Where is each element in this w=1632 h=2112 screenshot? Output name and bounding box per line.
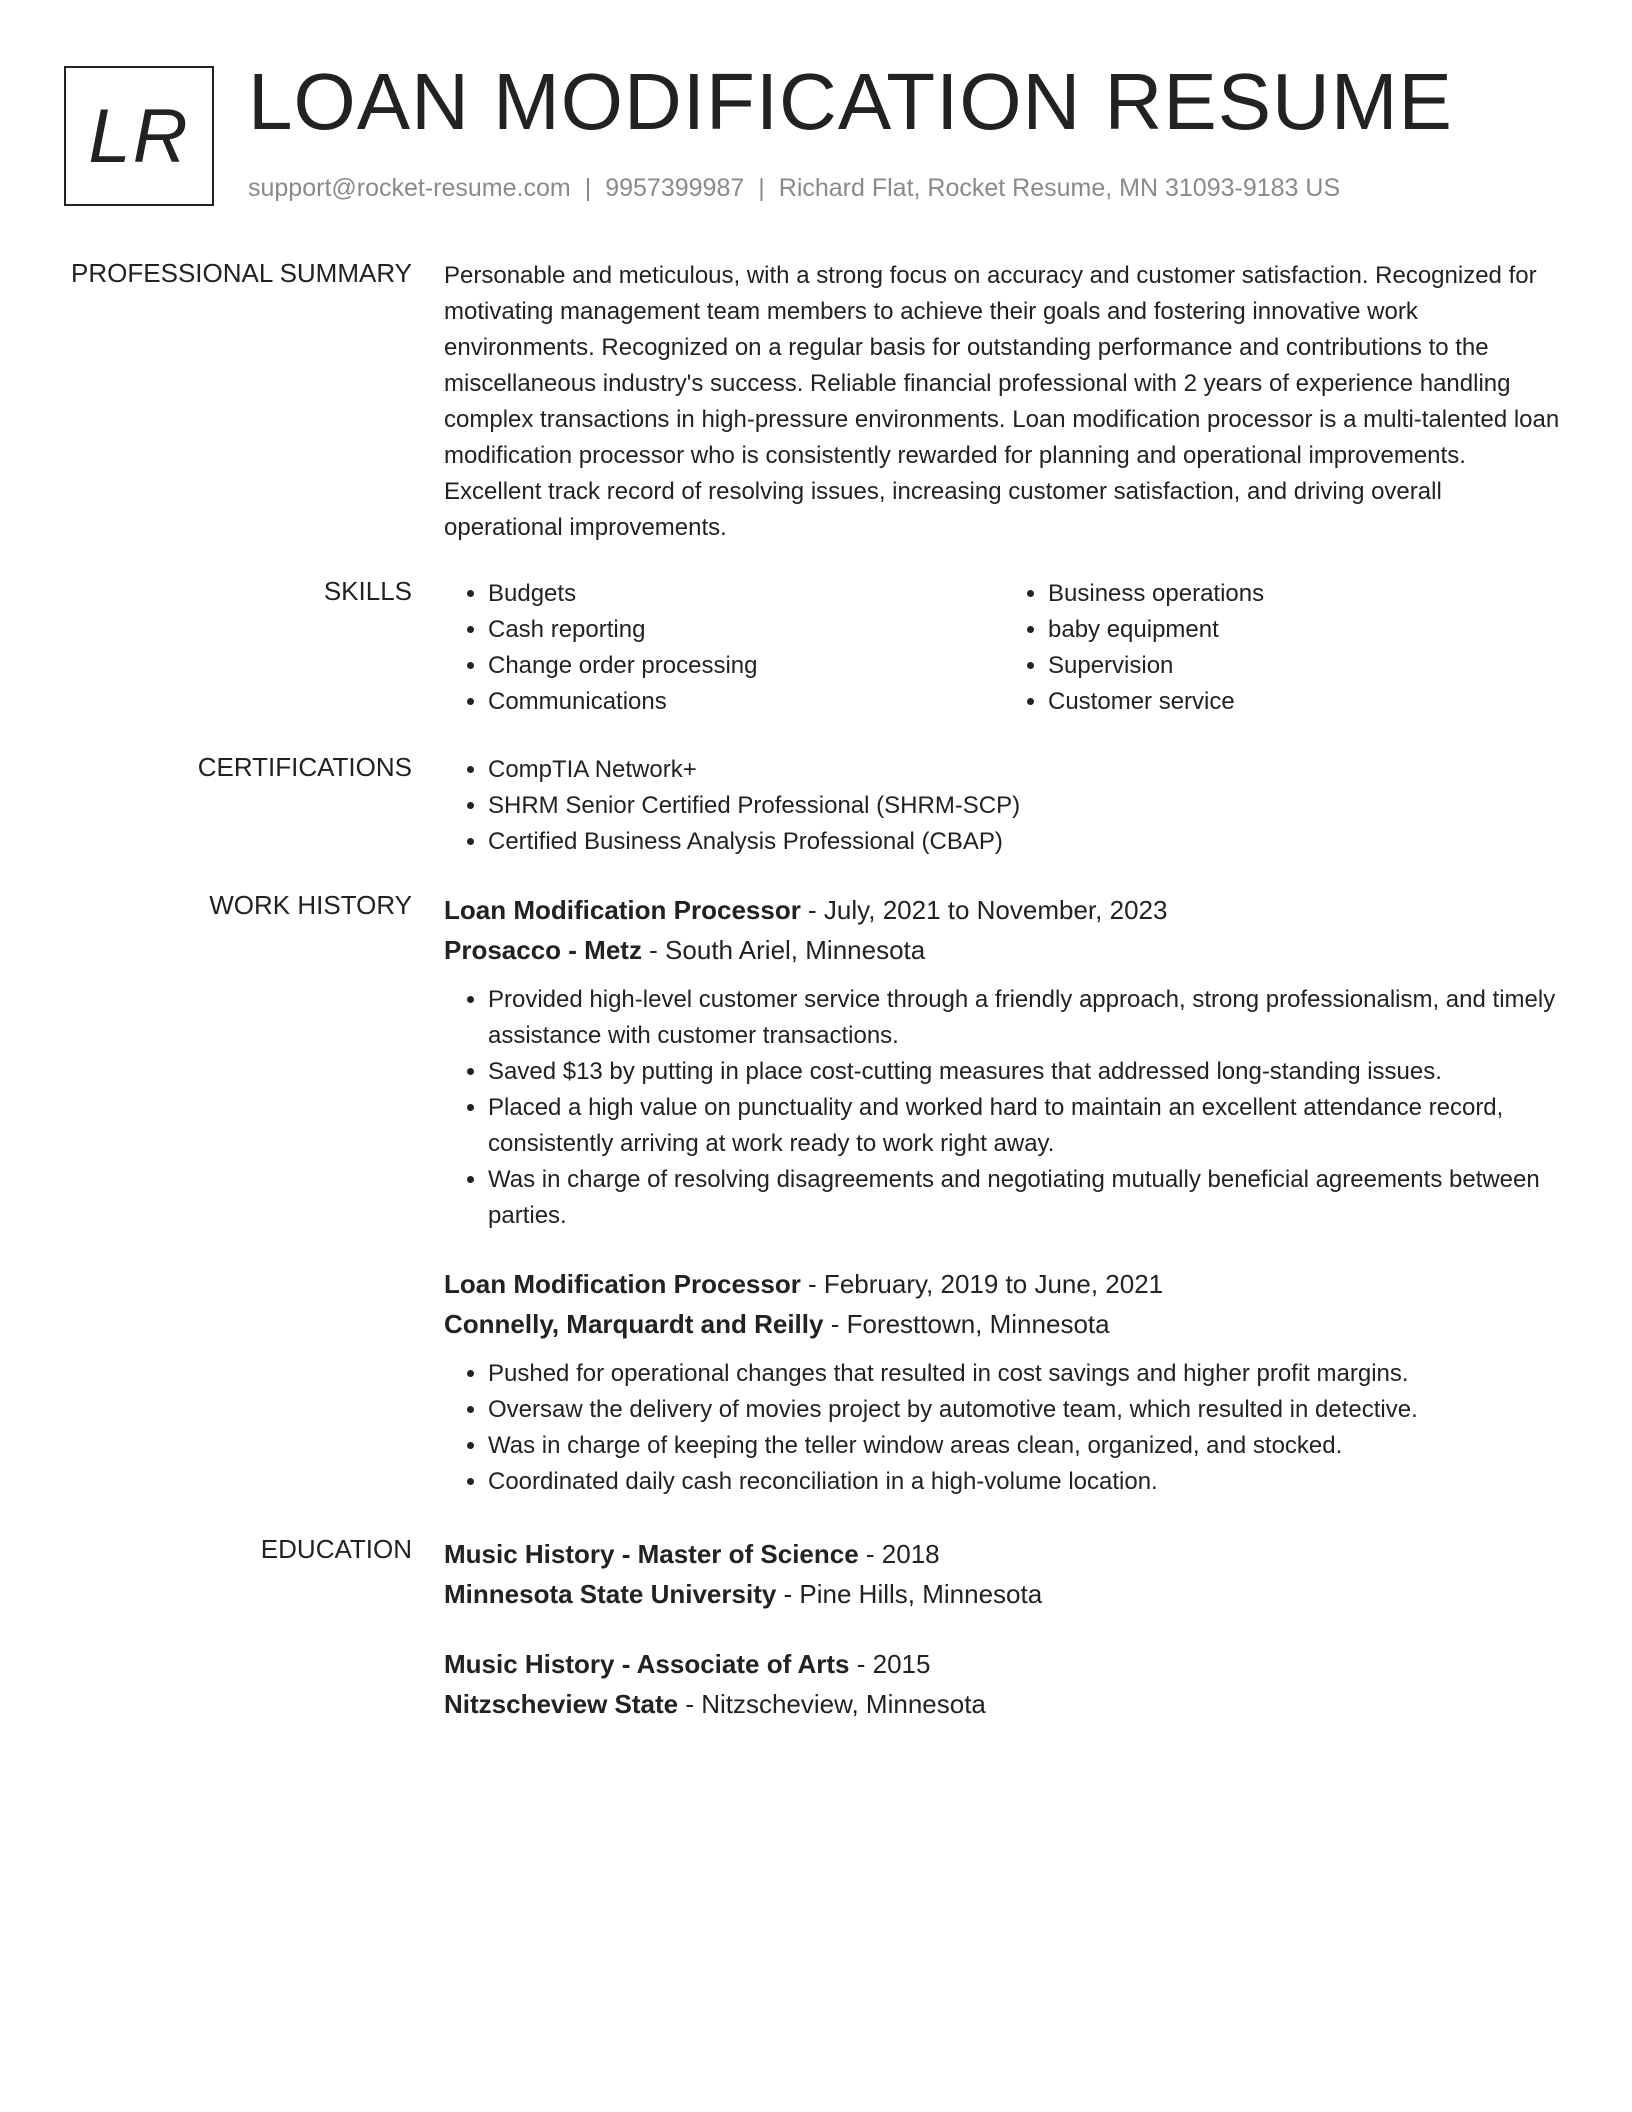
job-bullet: • Oversaw the delivery of movies project by automotive team, which resulted in detective. bbox=[488, 1392, 1564, 1428]
job-bullet: • Coordinated daily cash reconciliation in a high-volume location. bbox=[488, 1464, 1564, 1500]
section-label-education: EDUCATION bbox=[260, 1534, 412, 1564]
contact-separator: | bbox=[584, 174, 592, 202]
certification-item: • Certified Business Analysis Professional (CBAP) bbox=[488, 824, 1564, 860]
section-label-skills: SKILLS bbox=[323, 576, 412, 606]
skill-item: • Customer service bbox=[1048, 684, 1564, 720]
education-school-line bbox=[444, 1684, 1564, 1724]
skill-item: • Supervision bbox=[1048, 648, 1564, 684]
skills-list bbox=[444, 576, 1564, 720]
education-year: - 2015 bbox=[849, 1649, 931, 1679]
job-company: Connelly, Marquardt and Reilly bbox=[444, 1309, 824, 1339]
education-degree-line bbox=[444, 1534, 1564, 1574]
contact-separator: | bbox=[758, 174, 765, 202]
job-location: - South Ariel, Minnesota bbox=[641, 935, 926, 965]
job-bullet: • Placed a high value on punctuality and worked hard to maintain an excellent attendance record, consistently arriving at work ready to work right away. bbox=[488, 1090, 1564, 1162]
resume-title: LOAN MODIFICATION RESUME bbox=[248, 57, 1453, 146]
job-bullets bbox=[444, 982, 1564, 1234]
skill-item: • Budgets bbox=[488, 576, 1004, 612]
work-history-body bbox=[444, 890, 1564, 1500]
section-label-work-history: WORK HISTORY bbox=[209, 890, 412, 920]
certification-item: • CompTIA Network+ bbox=[488, 752, 1564, 788]
job-location: - Foresttown, Minnesota bbox=[823, 1309, 1110, 1339]
education-degree: Music History - Master of Science bbox=[444, 1539, 859, 1569]
education-location: - Nitzscheview, Minnesota bbox=[678, 1689, 986, 1719]
education-school: Nitzscheview State bbox=[444, 1689, 679, 1719]
education-entry bbox=[444, 1644, 1564, 1724]
monogram-logo: LR bbox=[64, 66, 214, 206]
contact-line bbox=[248, 174, 1340, 203]
summary-text: Personable and meticulous, with a strong focus on accuracy and customer satisfaction. Recognized for motivating management team members to achieve their goals and fostering innovative work environments. Recognized on a regular basis for outstanding performance and contributions to the miscellaneous industry's success. Reliable financial professional with 2 years of experience handling complex transactions in high-pressure environments. Loan modification processor is a multi-talented loan modification processor who is consistently rewarded for planning and operational improvements. Excellent track record of resolving issues, increasing customer satisfaction, and driving overall operational improvements. bbox=[444, 262, 1560, 541]
job-title: Loan Modification Processor bbox=[444, 1269, 801, 1299]
education-year: - 2018 bbox=[858, 1539, 940, 1569]
job-title-line bbox=[444, 1264, 1564, 1304]
skill-item: • Business operations bbox=[1048, 576, 1564, 612]
job-bullet: • Was in charge of resolving disagreements and negotiating mutually beneficial agreements between parties. bbox=[488, 1162, 1564, 1234]
contact-address: Richard Flat, Rocket Resume, MN 31093-9183 US bbox=[778, 174, 1341, 202]
job-dates: - February, 2019 to June, 2021 bbox=[800, 1269, 1164, 1299]
skills-column-1 bbox=[444, 576, 1004, 720]
education-degree-line bbox=[444, 1644, 1564, 1684]
job-entry bbox=[444, 890, 1564, 1234]
job-title: Loan Modification Processor bbox=[444, 895, 801, 925]
job-dates: - July, 2021 to November, 2023 bbox=[800, 895, 1168, 925]
job-bullet: • Was in charge of keeping the teller window areas clean, organized, and stocked. bbox=[488, 1428, 1564, 1464]
section-label-summary: PROFESSIONAL SUMMARY bbox=[71, 258, 412, 288]
job-bullets bbox=[444, 1356, 1564, 1500]
certification-item: • SHRM Senior Certified Professional (SHRM-SCP) bbox=[488, 788, 1564, 824]
contact-phone[interactable]: 9957399987 bbox=[605, 174, 745, 202]
skill-item: • Cash reporting bbox=[488, 612, 1004, 648]
job-entry bbox=[444, 1264, 1564, 1500]
skills-column-2 bbox=[1004, 576, 1564, 720]
education-school: Minnesota State University bbox=[444, 1579, 777, 1609]
skill-item: • Communications bbox=[488, 684, 1004, 720]
education-entry bbox=[444, 1534, 1564, 1614]
education-school-line bbox=[444, 1574, 1564, 1614]
job-company: Prosacco - Metz bbox=[444, 935, 642, 965]
skill-item: • Change order processing bbox=[488, 648, 1004, 684]
job-company-line bbox=[444, 1304, 1564, 1344]
education-degree: Music History - Associate of Arts bbox=[444, 1649, 850, 1679]
section-label-certifications: CERTIFICATIONS bbox=[197, 752, 412, 782]
education-location: - Pine Hills, Minnesota bbox=[776, 1579, 1043, 1609]
job-bullet: • Pushed for operational changes that resulted in cost savings and higher profit margins. bbox=[488, 1356, 1564, 1392]
job-bullet: • Provided high-level customer service through a friendly approach, strong professionalism, and timely assistance with customer transactions. bbox=[488, 982, 1564, 1054]
job-company-line bbox=[444, 930, 1564, 970]
certifications-list bbox=[444, 752, 1564, 860]
job-title-line bbox=[444, 890, 1564, 930]
skill-item: • baby equipment bbox=[1048, 612, 1564, 648]
job-bullet: • Saved $13 by putting in place cost-cutting measures that addressed long-standing issues. bbox=[488, 1054, 1564, 1090]
education-body bbox=[444, 1534, 1564, 1724]
contact-email[interactable]: support@rocket-resume.com bbox=[248, 174, 571, 202]
